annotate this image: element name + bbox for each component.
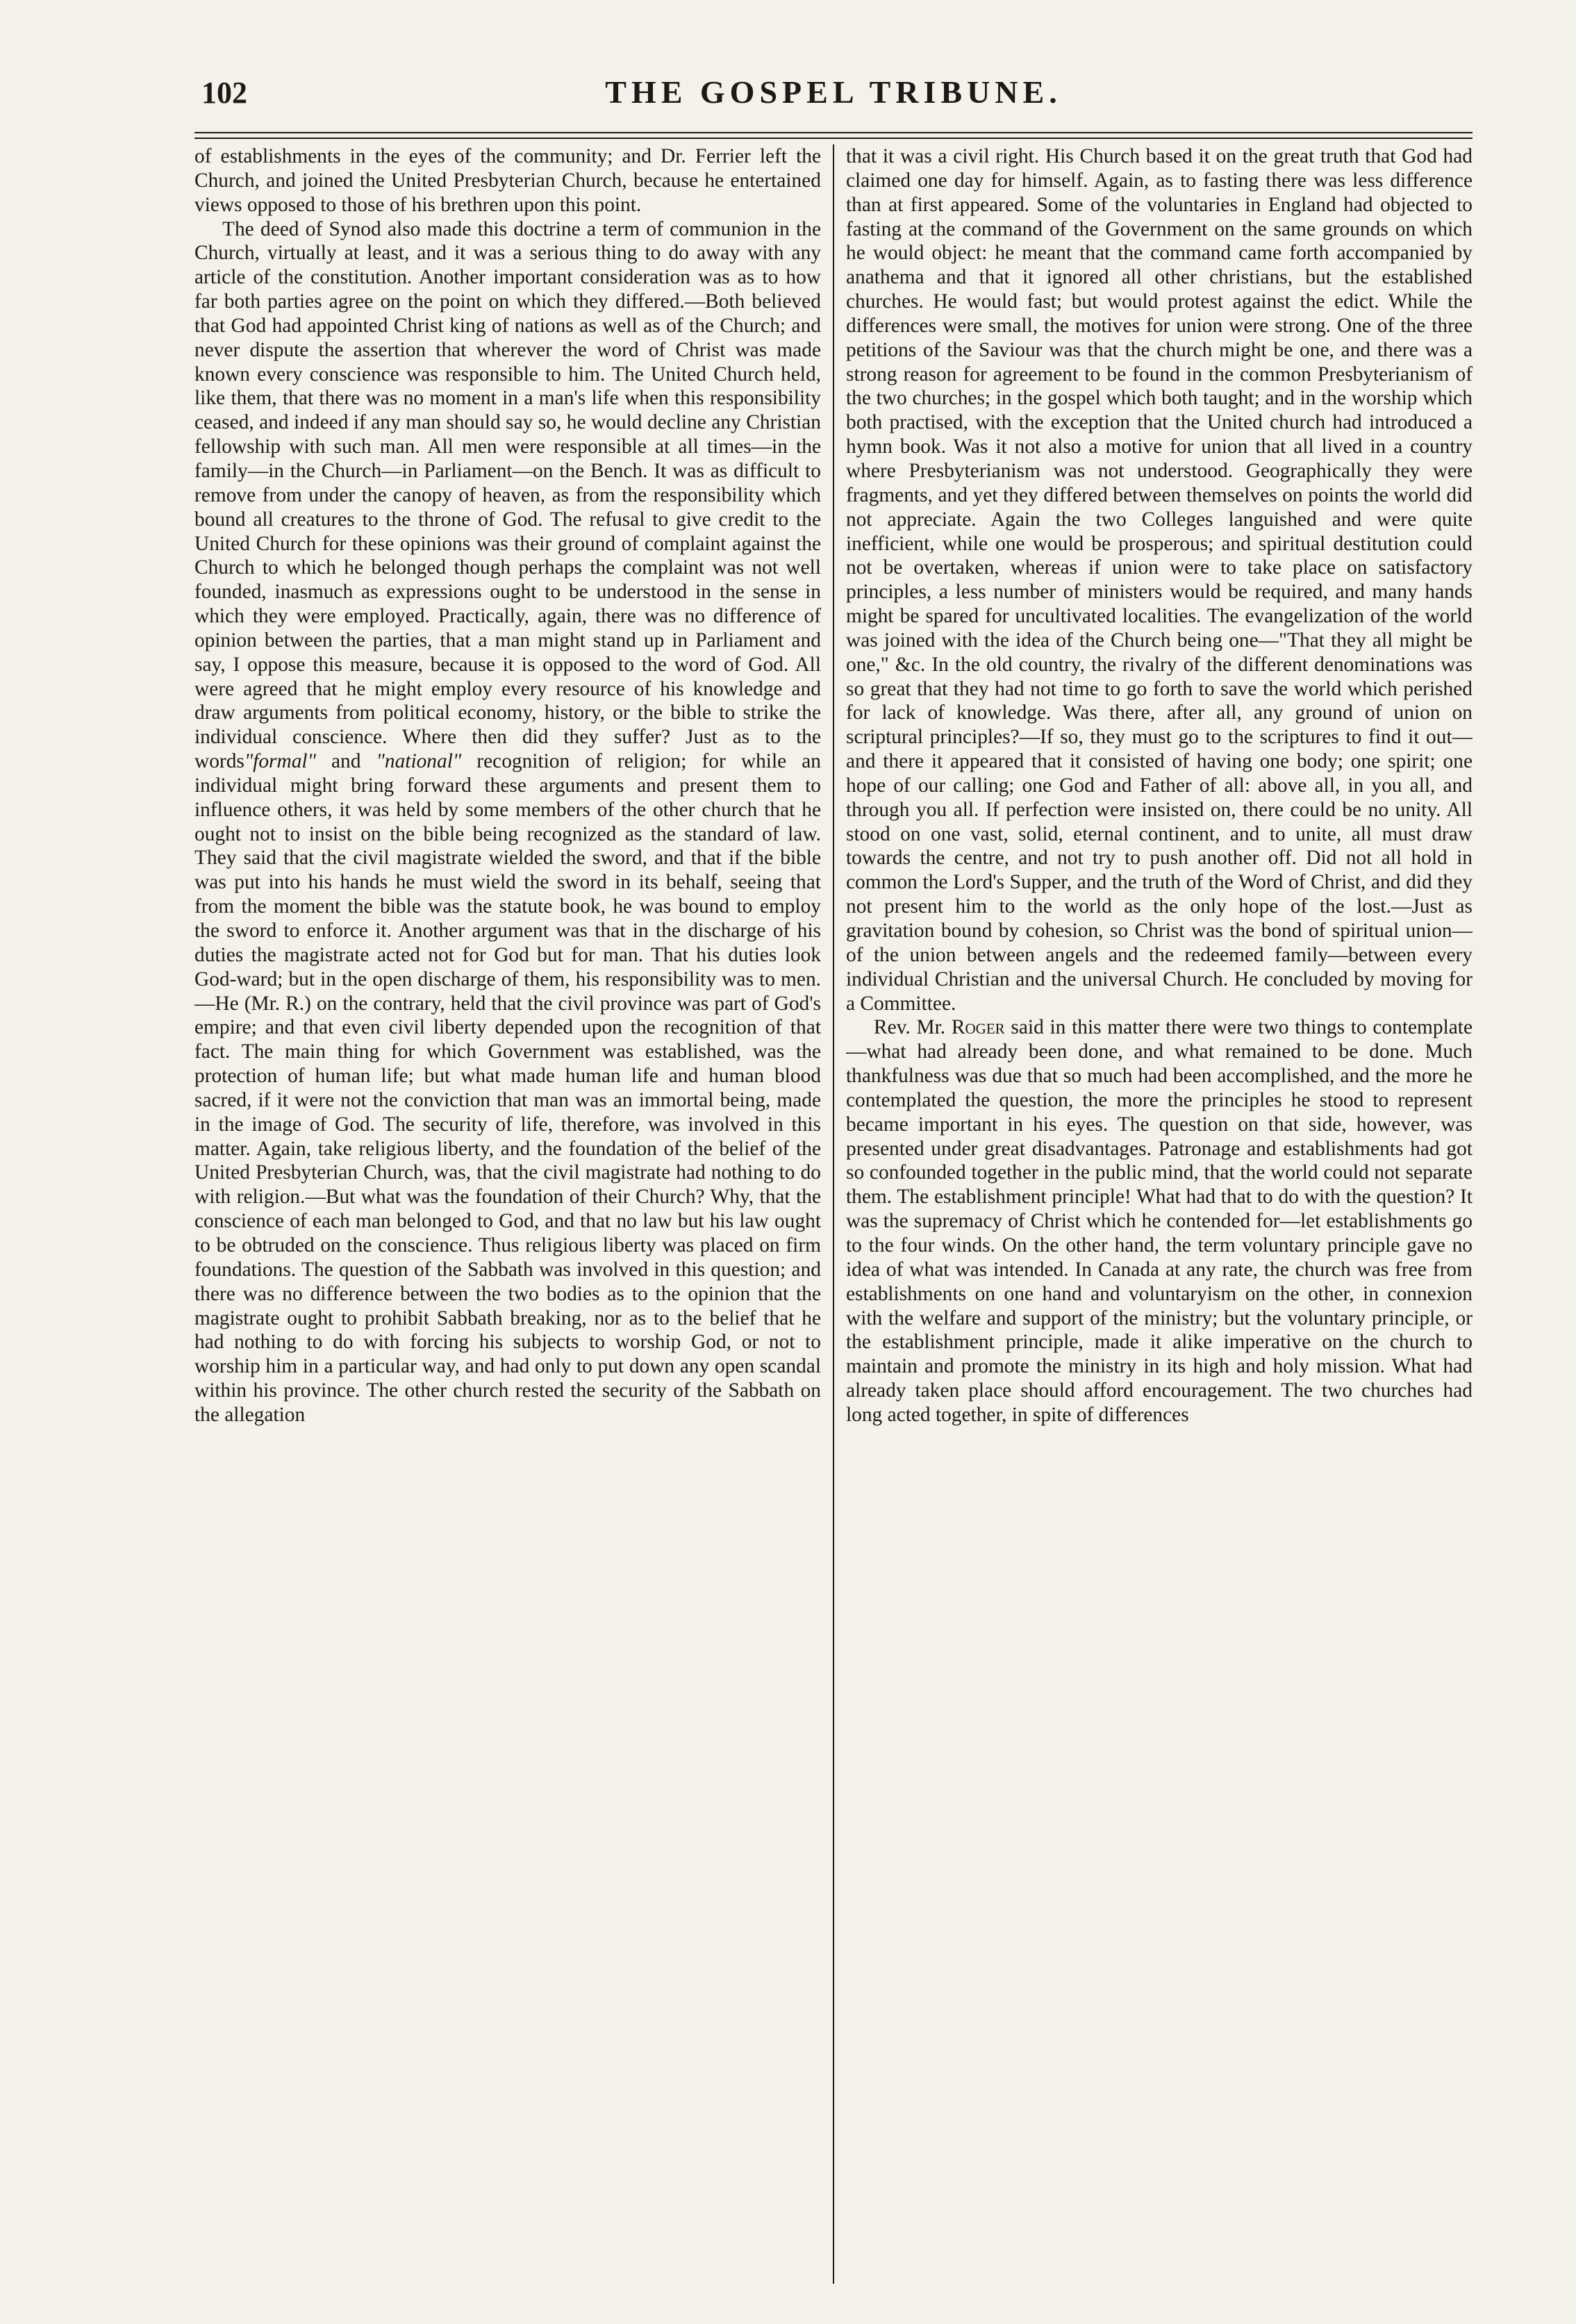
formal-term: "formal" bbox=[244, 750, 316, 773]
left-paragraph-2-text: The deed of Synod also made this doctrine a term of communion in the Church, virtually at least, and it was a serious thing to do away with any article of the constitution. Another important consideration was as to how far both parties agree on the point on which they differed.—Both believed that God had appointed Christ king of nations as well as of the Church; and never dispute the assertion that wherever the word of Christ was made known every conscience was responsible to him. The United Church held, like them, that there was no moment in a man's life when this responsibility ceased, and indeed if any man should say so, he would decline any Christian fellowship with such man. All men were responsible at all times—in the family—in the Church—in Parliament—on the Bench. It was as difficult to remove from under the canopy of heaven, as from the responsibility which bound all creatures to the throne of God. The refusal to give credit to the United Church for these opinions was their ground of complaint against the Church to which he belonged though perhaps the complaint was not well founded, inasmuch as expressions ought to be understood in the sense in which they were employed. Practically, again, there was no difference of opinion between the parties, that a man might stand up in Parliament and say, I oppose this measure, because it is opposed to the word of God. All were agreed that he might employ every resource of his knowledge and draw arguments from political economy, history, or the bible to strike the individual conscience. Where then did they suffer? Just as to the words bbox=[194, 217, 821, 773]
left-paragraph-2-tail: recognition of religion; for while an individual might bring forward these arguments and present them to influence others, it was held by some members of the other church that he ought not to insist on the bible being recognized as the standard of law. They said that the civil magistrate wielded the sword, and that if the bible was put into his hands he must wield the sword in its behalf, seeing that from the moment the bible was the statute book, he was bound to employ the sword to enforce it. Another argument was that in the discharge of his duties the magistrate acted not for God but for man. That his duties look God-ward; but in the open discharge of them, his responsibility was to men.—He (Mr. R.) on the contrary, held that the civil province was part of God's empire; and that even civil liberty depended upon the recognition of that fact. The main thing for which Government was established, was the protection of human life; but what made human life and human blood sacred, if it were not the conviction that man was an immortal being, made in the image of God. The security of life, therefore, was involved in this matter. Again, take religious liberty, and the foundation of the belief of the United Presbyterian Church, was, that the civil magistrate had nothing to do with religion.—But what was the foundation of their Church? Why, that the conscience of each man belonged to God, and that no law but his law ought to be obtruded on the conscience. Thus religious liberty was placed on firm foundations. The question of the Sabbath was involved in this question; and there was no difference between the two bodies as to the opinion that the magistrate ought to prohibit Sabbath breaking, nor as to the belief that he had nothing to do with forcing his subjects to worship God, or not to worship him in a particular way, and had only to put down any open scandal within his province. The other church rested the security of the Sabbath on the allegation bbox=[194, 750, 821, 1426]
page-number: 102 bbox=[201, 76, 247, 110]
left-paragraph-1: of establishments in the eyes of the community; and Dr. Ferrier left the Church, and joined the United Presbyterian Church, because he entertained views opposed to those of his brethren upon this point. bbox=[194, 145, 821, 216]
right-paragraph-2-lead: Rev. Mr. bbox=[874, 1016, 952, 1039]
right-column bbox=[846, 144, 1473, 2284]
column-gutter bbox=[821, 144, 846, 2284]
left-paragraph-2 bbox=[194, 217, 821, 1427]
speaker-name: Roger bbox=[951, 1016, 1005, 1039]
right-paragraph-2-text: said in this matter there were two things to contemplate—what had already been done, and what remained to be done. Much thankfulness was due that so much had been accomplished, and the more he contemplated the question, the more the principles he stood to represent became important in his eyes. The question on that side, however, was presented under great disadvantages. Patronage and establishments had got so confounded together in the public mind, that the world could not separate them. The establishment principle! What had that to do with the question? It was the supremacy of Christ which he contended for—let establishments go to the four winds. On the other hand, the term voluntary principle gave no idea of what was intended. In Canada at any rate, the church was free from establishments on one hand and voluntaryism on the other, in connexion with the welfare and support of the ministry; but the voluntary principle, or the establishment principle, made it alike imperative on the church to maintain and promote the ministry in its high and holy mission. What had already taken place should afford encouragement. The two churches had long acted together, in spite of differences bbox=[846, 1016, 1473, 1426]
newspaper-page bbox=[194, 63, 1473, 2257]
header-rule bbox=[194, 132, 1473, 139]
national-term: "national" bbox=[376, 750, 462, 773]
page-header bbox=[194, 63, 1473, 125]
column-rule bbox=[833, 144, 834, 2284]
left-column bbox=[194, 144, 821, 2284]
right-paragraph-1: that it was a civil right. His Church based it on the great truth that God had claimed one day for himself. Again, as to fasting there was less difference than at first appeared. Some of the voluntaries in England had objected to fasting at the command of the Government on the same grounds on which he would object: he meant that the command came forth accompanied by anathema and that it ignored all other christians, but the established churches. He would fast; but would protest against the edict. While the differences were small, the motives for union were strong. One of the three petitions of the Saviour was that the church might be one, and there was a strong reason for agreement to be found in the common Presbyterianism of the two churches; in the gospel which both taught; and in the worship which both practised, with the exception that the United church had introduced a hymn book. Was it not also a motive for union that all lived in a country where Presbyterianism was not understood. Geographically they were fragments, and yet they differed between themselves on points the world did not appreciate. Again the two Colleges languished and were quite inefficient, while one would be prosperous; and spiritual destitution could not be overtaken, whereas if union were to take place on satisfactory principles, a less number of ministers would be required, and many hands might be spared for uncultivated localities. The evangelization of the world was joined with the idea of the Church being one—"That they all might be one," &c. In the old country, the rivalry of the different denominations was so great that they had not time to go forth to save the world which perished for lack of knowledge. Was there, after all, any ground of union on scriptural principles?—If so, they must go to the scriptures to find it out—and there it appeared that it consisted of having one body; one spirit; one hope of our calling; one God and Father of all: above all, in you all, and through you all. If perfection were insisted on, there could be no unity. All stood on one vast, solid, eternal continent, and to unite, all must draw towards the centre, and not try to push another off. Did not all hold in common the Lord's Supper, and the truth of the Word of Christ, and did they not present him to the world as the only hope of the lost.—Just as gravitation bound by cohesion, so Christ was the bond of spiritual union—of the union between angels and the redeemed family—between every individual Christian and the universal Church. He concluded by moving for a Committee. bbox=[846, 145, 1473, 1015]
right-paragraph-2 bbox=[846, 1015, 1473, 1427]
running-title: THE GOSPEL TRIBUNE. bbox=[605, 74, 1062, 110]
text-columns bbox=[194, 144, 1473, 2284]
and-word: and bbox=[315, 750, 376, 773]
